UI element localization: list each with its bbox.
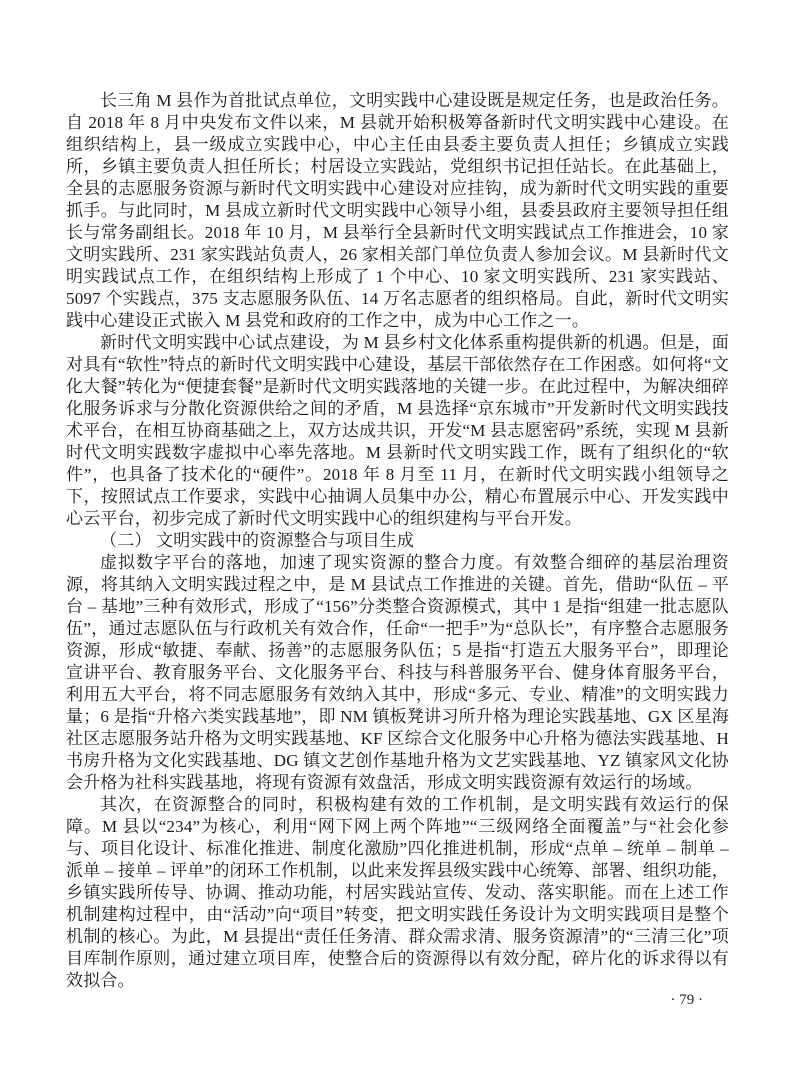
paragraph: 长三角 M 县作为首批试点单位，文明实践中心建设既是规定任务，也是政治任务。自 2018 年 8 月中央发布文件以来，M 县就开始积极筹备新时代文明实践中心建设。在组织结构上，县一级成立实践中心，中心主任由县委主要负责人担任；乡镇成立实践所，乡镇主要负责人担任所长；村居设立实践站，党组织书记担任站长。在此基础上，全县的志愿服务资源与新时代文明实践中心建设对应挂钩，成为新时代文明实践的重要抓手。与此同时，M 县成立新时代文明实践中心领导小组，县委县政府主要领导担任组长与常务副组长。2018 年 10 月，M 县举行全县新时代文明实践试点工作推进会，10 家文明实践所、231 家实践站负责人，26 家相关部门单位负责人参加会议。M 县新时代文明实践试点工作，在组织结构上形成了 1 个中心、10 家文明实践所、231 家实践站、5097 个实践点，375 支志愿服务队伍、14 万名志愿者的组织格局。自此，新时代文明实践中心建设正式嵌入 M 县党和政府的工作之中，成为中心工作之一。 <box>66 91 729 330</box>
paragraph: 新时代文明实践中心试点建设，为 M 县乡村文化体系重构提供新的机遇。但是，面对具有“软性”特点的新时代文明实践中心建设，基层干部依然存在工作困惑。如何将“文化大餐”转化为“便捷套餐”是新时代文明实践落地的关键一步。在此过程中，为解决细碎化服务诉求与分散化资源供给之间的矛盾，M 县选择“京东城市”开发新时代文明实践技术平台，在相互协商基础之上，双方达成共识，开发“M 县志愿密码”系统，实现 M 县新时代文明实践数字虚拟中心率先落地。M 县新时代文明实践工作，既有了组织化的“软件”，也具备了技术化的“硬件”。2018 年 8 月至 11 月，在新时代文明实践小组领导之下，按照试点工作要求，实践中心抽调人员集中办公，精心布置展示中心、开发实践中心云平台，初步完成了新时代文明实践中心的组织建构与平台开发。 <box>66 333 729 528</box>
section-heading: （二） 文明实践中的资源整合与项目生成 <box>100 531 415 550</box>
page-body-text <box>66 90 729 992</box>
paragraph: 其次，在资源整合的同时，积极构建有效的工作机制，是文明实践有效运行的保障。M 县以“234”为核心，利用“网下网上两个阵地”“三级网络全面覆盖”与“社会化参与、项目化设计、标准化推进、制度化激励”四化推进机制，形成“点单 – 统单 – 制单 – 派单 – 接单 – 评单”的闭环工作机制，以此来发挥县级实践中心统筹、部署、组织功能，乡镇实践所传导、协调、推动功能，村居实践站宣传、发动、落实职能。而在上述工作机制建构过程中，由“活动”向“项目”转变，把文明实践任务设计为文明实践项目是整个机制的核心。为此，M 县提出“责任任务清、群众需求清、服务资源清”的“三清三化”项目库制作原则，通过建立项目库，使整合后的资源得以有效分配，碎片化的诉求得以有效拟合。 <box>66 795 729 990</box>
page-number: · 79 · <box>670 992 703 1008</box>
paragraph: 虚拟数字平台的落地，加速了现实资源的整合力度。有效整合细碎的基层治理资源，将其纳入文明实践过程之中，是 M 县试点工作推进的关键。首先，借助“队伍 – 平台 – 基地”三种有效形式，形成了“156”分类整合资源模式，其中 1 是指“组建一批志愿队伍”，通过志愿队伍与行政机关有效合作，任命“一把手”为“总队长”，有序整合志愿服务资源，形成“敏捷、奉献、扬善”的志愿服务队伍；5 是指“打造五大服务平台”，即理论宣讲平台、教育服务平台、文化服务平台、科技与科普服务平台、健身体育服务平台，利用五大平台，将不同志愿服务有效纳入其中，形成“多元、专业、精准”的文明实践力量；6 是指“升格六类实践基地”，即 NM 镇板凳讲习所升格为理论实践基地、GX 区星海社区志愿服务站升格为文明实践基地、KF 区综合文化服务中心升格为德法实践基地、H 书房升格为文化实践基地、DG 镇文艺创作基地升格为文艺实践基地、YZ 镇家风文化协会升格为社科实践基地，将现有资源有效盘活，形成文明实践资源有效运行的场域。 <box>66 553 729 792</box>
